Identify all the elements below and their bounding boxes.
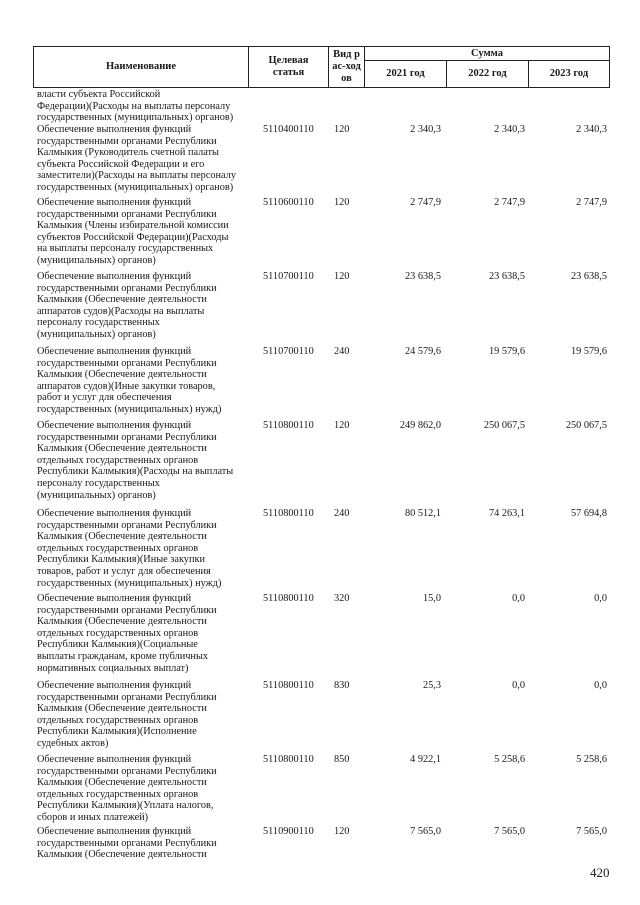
- row-name: Обеспечение выполнения функций государственными органами Республики Калмыкия (Обеспечение деятельности аппаратов судов)(Иные закупки товаров, работ и услуг для обеспечения государственных (муниципальных) нужд): [37, 346, 222, 415]
- row-name: Обеспечение выполнения функций государственными органами Республики Калмыкия (Обеспечение деятельности отдельных государственных органов Республики Калмыкия)(Иные закупки товаров, работ и услуг для обеспечения государственных (муниципальных) нужд): [37, 508, 222, 589]
- row-code: 5110800110: [263, 508, 314, 519]
- row-value-2023: 2 340,3: [576, 124, 607, 135]
- row-value-2021: 23 638,5: [404, 271, 441, 282]
- row-value-2021: 2 747,9: [410, 197, 441, 208]
- row-name: Обеспечение выполнения функций государственными органами Республики Калмыкия (Обеспечение деятельности отдельных государственных органов Республики Калмыкия)(Исполнение судебных актов): [37, 680, 217, 749]
- header-vid-label: Вид рас-ходов: [332, 49, 361, 84]
- row-value-2022: 0,0: [512, 680, 525, 691]
- row-value-2021: 2 340,3: [410, 124, 441, 135]
- row-value-2023: 5 258,6: [576, 754, 607, 765]
- row-vid: 240: [334, 346, 350, 357]
- row-value-2022: 7 565,0: [494, 826, 525, 837]
- row-vid: 850: [334, 754, 350, 765]
- row-value-2022: 250 067,5: [483, 420, 525, 431]
- header-2021: 2021 год: [364, 60, 447, 88]
- row-name: Обеспечение выполнения функций государственными органами Республики Калмыкия (Члены избирательной комиссии субъектов Российской Федерации)(Расходы на выплаты персоналу государственных (муниципальных) органов): [37, 197, 229, 266]
- row-vid: 830: [334, 680, 350, 691]
- row-value-2021: 24 579,6: [404, 346, 441, 357]
- row-vid: 120: [334, 271, 350, 282]
- row-vid: 120: [334, 124, 350, 135]
- row-value-2022: 19 579,6: [488, 346, 525, 357]
- row-name: Обеспечение выполнения функций государственными органами Республики Калмыкия (Обеспечение деятельности отдельных государственных органов Республики Калмыкия)(Расходы на выплаты персоналу государственных (муниципальных) органов): [37, 420, 234, 501]
- row-name: Обеспечение выполнения функций государственными органами Республики Калмыкия (Обеспечение деятельности аппаратов судов)(Расходы на выплаты персоналу государственных (муниципальных) органов): [37, 271, 217, 340]
- row-code: 5110800110: [263, 593, 314, 604]
- row-value-2021: 249 862,0: [399, 420, 441, 431]
- row-value-2021: 7 565,0: [410, 826, 441, 837]
- row-value-2023: 7 565,0: [576, 826, 607, 837]
- row-vid: 120: [334, 826, 350, 837]
- row-code: 5110700110: [263, 346, 314, 357]
- table-header: [33, 46, 610, 88]
- row-value-2023: 250 067,5: [565, 420, 607, 431]
- row-vid: 240: [334, 508, 350, 519]
- row-value-2021: 25,3: [422, 680, 441, 691]
- row-value-2022: 5 258,6: [494, 754, 525, 765]
- row-vid: 320: [334, 593, 350, 604]
- row-name: Обеспечение выполнения функций государственными органами Республики Калмыкия (Руководитель счетной палаты субъекта Российской Федерации и его заместители)(Расходы на выплаты персоналу государственных (муниципальных) органов): [37, 124, 236, 193]
- header-code: [248, 46, 329, 88]
- row-value-2022: 2 340,3: [494, 124, 525, 135]
- header-vid: [328, 46, 365, 88]
- row-value-2022: 23 638,5: [488, 271, 525, 282]
- row-value-2021: 15,0: [422, 593, 441, 604]
- page-number: 420: [590, 865, 610, 880]
- header-name: Наименование: [33, 46, 249, 88]
- row-name: Обеспечение выполнения функций государственными органами Республики Калмыкия (Обеспечение деятельности отдельных государственных органов Республики Калмыкия)(Социальные выплаты гражданам, кроме публичных нормативных социальных выплат): [37, 593, 217, 674]
- row-code: 5110900110: [263, 826, 314, 837]
- row-code: 5110800110: [263, 754, 314, 765]
- header-2023: 2023 год: [528, 60, 610, 88]
- row-value-2021: 4 922,1: [410, 754, 441, 765]
- row-vid: 120: [334, 420, 350, 431]
- row-value-2021: 80 512,1: [404, 508, 441, 519]
- row-value-2022: 74 263,1: [488, 508, 525, 519]
- row-code: 5110600110: [263, 197, 314, 208]
- row-value-2023: 23 638,5: [570, 271, 607, 282]
- row-value-2022: 2 747,9: [494, 197, 525, 208]
- row-value-2023: 0,0: [594, 593, 607, 604]
- row-code: 5110800110: [263, 680, 314, 691]
- row-value-2022: 0,0: [512, 593, 525, 604]
- row-name: власти субъекта Российской Федерации)(Расходы на выплаты персоналу государственных (муниципальных) органов): [37, 89, 234, 124]
- header-2022: 2022 год: [446, 60, 529, 88]
- row-code: 5110700110: [263, 271, 314, 282]
- row-code: 5110800110: [263, 420, 314, 431]
- row-value-2023: 19 579,6: [570, 346, 607, 357]
- row-vid: 120: [334, 197, 350, 208]
- header-code-label: Целевая статья: [268, 55, 309, 78]
- row-value-2023: 2 747,9: [576, 197, 607, 208]
- row-code: 5110400110: [263, 124, 314, 135]
- row-value-2023: 0,0: [594, 680, 607, 691]
- row-value-2023: 57 694,8: [570, 508, 607, 519]
- header-sum: Сумма: [364, 46, 610, 61]
- row-name: Обеспечение выполнения функций государственными органами Республики Калмыкия (Обеспечение деятельности: [37, 826, 217, 861]
- row-name: Обеспечение выполнения функций государственными органами Республики Калмыкия (Обеспечение деятельности отдельных государственных органов Республики Калмыкия)(Уплата налогов, сборов и иных платежей): [37, 754, 217, 823]
